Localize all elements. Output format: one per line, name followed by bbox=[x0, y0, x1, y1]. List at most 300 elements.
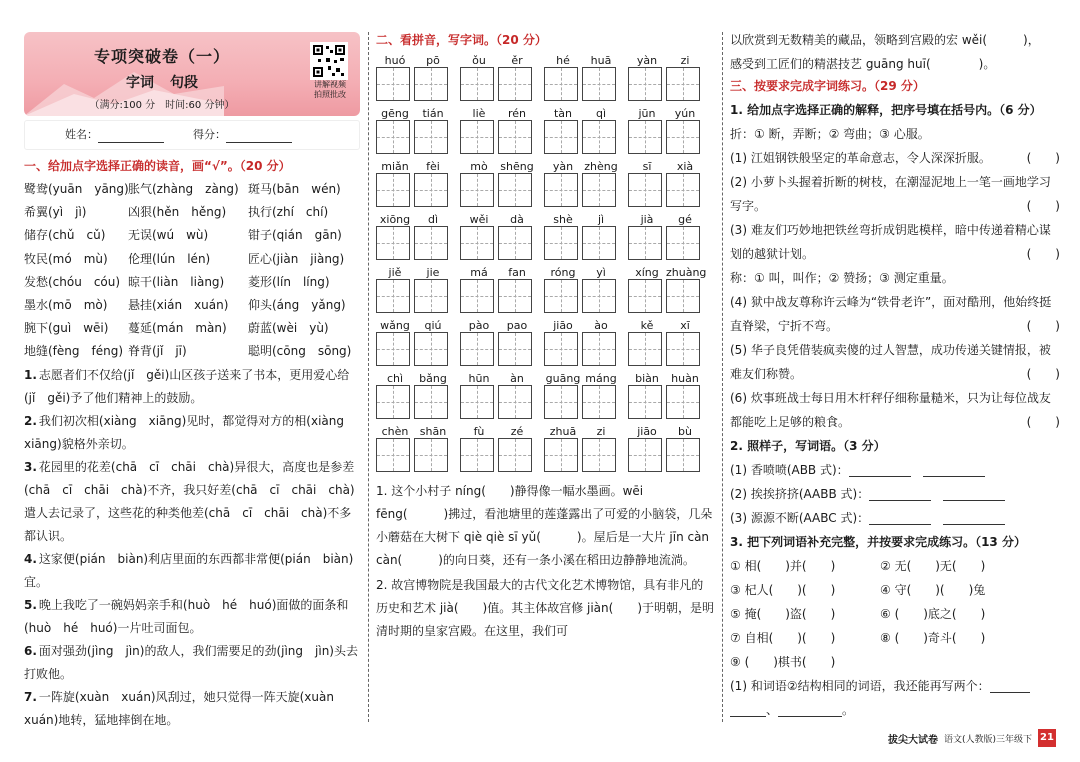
pinyin-label: jiě bbox=[388, 266, 402, 279]
writing-box[interactable] bbox=[628, 385, 662, 419]
pinyin-label: xià bbox=[676, 160, 694, 173]
name-label: 姓名： bbox=[65, 128, 98, 141]
middle-column bbox=[376, 0, 714, 740]
pronunciation-choice[interactable]: 希翼(yì jì) bbox=[24, 205, 87, 220]
pattern-label: (1) 香喷喷(ABB 式)： bbox=[730, 463, 849, 477]
idiom-item[interactable]: ⑨ ( )棋书( ) bbox=[730, 655, 836, 669]
pinyin-group bbox=[628, 107, 712, 154]
pinyin-label: hūn bbox=[468, 372, 490, 385]
pinyin-row bbox=[376, 266, 714, 313]
writing-boxes bbox=[460, 120, 544, 154]
writing-boxes bbox=[628, 173, 712, 207]
writing-box[interactable] bbox=[544, 226, 578, 260]
pinyin-label: jiāo bbox=[553, 319, 573, 332]
writing-boxes bbox=[628, 438, 712, 472]
pinyin-label: zhuàng bbox=[666, 266, 707, 279]
writing-box[interactable] bbox=[376, 332, 410, 366]
answer-blank[interactable] bbox=[869, 488, 931, 501]
answer-blank[interactable] bbox=[923, 464, 985, 477]
pronunciation-choice[interactable]: 凶狠(hěn hěng) bbox=[128, 205, 227, 220]
pinyin-label: jiāo bbox=[637, 425, 657, 438]
pinyin-label: miǎn bbox=[381, 160, 409, 173]
writing-box[interactable] bbox=[414, 438, 448, 472]
answer-paren[interactable]: ( ) bbox=[1026, 319, 1060, 333]
pinyin-group bbox=[544, 319, 628, 366]
writing-box[interactable] bbox=[666, 67, 700, 101]
sentence-item bbox=[24, 364, 360, 410]
pinyin-label: qiú bbox=[424, 319, 442, 332]
answer-paren[interactable]: ( ) bbox=[1026, 367, 1060, 381]
writing-box[interactable] bbox=[666, 173, 700, 207]
writing-box[interactable] bbox=[666, 279, 700, 313]
writing-boxes bbox=[460, 385, 544, 419]
idiom-item[interactable]: ② 无( )无( ) bbox=[880, 559, 986, 573]
pinyin-labels bbox=[376, 107, 460, 120]
pinyin-label: yún bbox=[674, 107, 696, 120]
section1-title: 一、给加点字选择正确的读音，画“√”。（20 分） bbox=[24, 159, 291, 173]
sentence-item bbox=[24, 456, 360, 548]
writing-box[interactable] bbox=[414, 279, 448, 313]
item-text[interactable]: 一阵旋(xuàn xuán)风刮过，她只觉得一阵天旋(xuàn xuán)地转，猛地摔倒在地。 bbox=[24, 689, 346, 727]
pinyin-labels bbox=[460, 54, 544, 67]
pinyin-label: máng bbox=[585, 372, 617, 385]
pinyin-group bbox=[628, 372, 712, 419]
pinyin-label: zi bbox=[680, 54, 690, 67]
writing-boxes bbox=[544, 279, 628, 313]
pronunciation-choice[interactable]: 牧民(mó mù) bbox=[24, 251, 108, 266]
idiom-item[interactable]: ⑧ ( )奇斗( ) bbox=[880, 631, 986, 645]
writing-box[interactable] bbox=[582, 173, 616, 207]
pinyin-label: jià bbox=[640, 213, 654, 226]
writing-box[interactable] bbox=[414, 332, 448, 366]
writing-boxes bbox=[544, 173, 628, 207]
writing-boxes bbox=[460, 332, 544, 366]
idiom-item[interactable]: ③ 杞人( )( ) bbox=[730, 583, 836, 597]
pinyin-group bbox=[376, 213, 460, 260]
pinyin-labels bbox=[544, 213, 628, 226]
answer-paren[interactable]: ( ) bbox=[1026, 151, 1060, 165]
pinyin-group bbox=[460, 319, 544, 366]
writing-box[interactable] bbox=[544, 173, 578, 207]
section2-cont1: 以欣赏到无数精美的藏品，领略到宫殿的宏 wěi( )， bbox=[730, 33, 1040, 47]
item-number: 1. bbox=[24, 367, 37, 382]
writing-boxes bbox=[376, 438, 460, 472]
writing-box[interactable] bbox=[498, 332, 532, 366]
choice-item bbox=[730, 290, 1060, 338]
writing-box[interactable] bbox=[666, 226, 700, 260]
pinyin-group bbox=[544, 213, 628, 260]
pronunciation-choice[interactable]: 储存(chǔ cǔ) bbox=[24, 228, 106, 243]
writing-box[interactable] bbox=[666, 120, 700, 154]
pinyin-label: zi bbox=[596, 425, 606, 438]
item-text[interactable]: 花园里的花差(chā cī chāi chà)异很大，高度也是参差(chā cī chāi chà)不齐，我只好差(chā cī chāi chà)遣人去记录了，这些花的种类他差(chā cī chāi chà)不多都认识。 bbox=[24, 459, 355, 543]
left-column bbox=[24, 0, 360, 740]
section2-para2: 2. 故宫博物院是我国最大的古代文化艺术博物馆，具有非凡的历史和艺术 jià( )值。其主体故宫修 jiàn( )于明朝，是明清时期的皇家宫殿。在这里，我们可 bbox=[376, 578, 714, 638]
pinyin-label: zhuā bbox=[549, 425, 577, 438]
writing-box[interactable] bbox=[460, 332, 494, 366]
writing-box[interactable] bbox=[460, 385, 494, 419]
writing-box[interactable] bbox=[628, 173, 662, 207]
choice-text: (4) 狱中战友尊称许云峰为“铁骨老许”，面对酷刑，他始终挺直脊梁，宁折不弯。 bbox=[730, 295, 1052, 333]
pinyin-group bbox=[376, 54, 460, 101]
pinyin-label: bù bbox=[678, 425, 692, 438]
exam-meta: （满分:100 分 时间:60 分钟） bbox=[89, 100, 235, 111]
pinyin-labels bbox=[376, 213, 460, 226]
word-pattern-item bbox=[730, 458, 1060, 482]
pronunciation-choice[interactable]: 晾干(liàn liàng) bbox=[128, 274, 225, 289]
choice-text: (6) 炊事班战士每日用木杆秤仔细称量糙米，只为让每位战友都能吃上足够的粮食。 bbox=[730, 391, 1051, 429]
writing-box[interactable] bbox=[582, 438, 616, 472]
writing-box[interactable] bbox=[460, 173, 494, 207]
pronunciation-choice[interactable]: 脊背(jǐ jī) bbox=[128, 344, 187, 359]
idiom-item[interactable]: ⑦ 自相( )( ) bbox=[730, 631, 836, 645]
pronunciation-choice[interactable]: 蔚蓝(wèi yù) bbox=[248, 321, 329, 336]
pinyin-label: pào bbox=[468, 319, 490, 332]
writing-box[interactable] bbox=[544, 67, 578, 101]
answer-blank[interactable] bbox=[869, 512, 931, 525]
pinyin-group bbox=[544, 160, 628, 207]
idiom-item[interactable]: ④ 守( )( )兔 bbox=[880, 583, 986, 597]
section2-para1: 1. 这个小村子 níng( )静得像一幅水墨画。wēi fēng( )拂过，看池塘里的莲蓬露出了可爱的小脑袋，几朵小蘑菇在大树下 qiè qiè sī yǔ( )。屋后是一大片 jīn càn càn( )的向日葵，还有一条小溪在稻田边静静地流淌。 bbox=[376, 484, 713, 567]
pronunciation-choice[interactable]: 墨水(mō mò) bbox=[24, 298, 108, 313]
pinyin-label: chì bbox=[386, 372, 404, 385]
q1-items-b bbox=[730, 290, 1060, 434]
writing-box[interactable] bbox=[498, 279, 532, 313]
q1-zhe-defs: 折：① 断，弄断；② 弯曲；③ 心服。 bbox=[730, 127, 930, 141]
choice-text: (1) 江姐钢铁般坚定的革命意志，令人深深折服。 bbox=[730, 151, 991, 165]
writing-boxes bbox=[544, 385, 628, 419]
pinyin-label: dà bbox=[510, 213, 524, 226]
q1-cheng-defs: 称：① 叫，叫作；② 赞扬；③ 测定重量。 bbox=[730, 271, 954, 285]
pinyin-label: jie bbox=[426, 266, 440, 279]
writing-boxes bbox=[544, 67, 628, 101]
pinyin-labels bbox=[376, 160, 460, 173]
sentence-item bbox=[24, 686, 360, 732]
pinyin-labels bbox=[376, 372, 460, 385]
choice-item bbox=[730, 338, 1060, 386]
pinyin-label: gé bbox=[678, 213, 692, 226]
writing-box[interactable] bbox=[498, 173, 532, 207]
writing-box[interactable] bbox=[376, 120, 410, 154]
pronunciation-choice[interactable]: 斑马(bān wén) bbox=[248, 182, 341, 196]
pronunciation-choice[interactable]: 匠心(jiàn jiàng) bbox=[248, 251, 345, 266]
pinyin-label: huā bbox=[590, 54, 612, 67]
pinyin-label: àn bbox=[510, 372, 524, 385]
item-text[interactable]: 我们初次相(xiàng xiāng)见时，都觉得对方的相(xiàng xiāng)貌格外亲切。 bbox=[24, 413, 357, 451]
q3-sub: (1) 和词语②结构相同的词语，我还能再写两个： bbox=[730, 674, 1060, 698]
idiom-row bbox=[730, 578, 1060, 602]
pinyin-group bbox=[460, 266, 544, 313]
pinyin-row bbox=[376, 425, 714, 472]
pinyin-group bbox=[544, 425, 628, 472]
pinyin-label: fù bbox=[473, 425, 485, 438]
writing-box[interactable] bbox=[582, 67, 616, 101]
answer-blank[interactable] bbox=[778, 704, 842, 717]
sentence-item bbox=[24, 594, 360, 640]
writing-box[interactable] bbox=[376, 173, 410, 207]
writing-box[interactable] bbox=[498, 120, 532, 154]
pronunciation-choice[interactable]: 地缝(fèng féng) bbox=[24, 344, 124, 359]
pinyin-group bbox=[628, 54, 712, 101]
pinyin-label: wǎng bbox=[380, 319, 410, 332]
q3-heading: 3. 把下列词语补充完整，并按要求完成练习。（13 分） bbox=[730, 535, 1026, 549]
pinyin-label: chèn bbox=[381, 425, 409, 438]
pinyin-group bbox=[628, 213, 712, 260]
pinyin-label: tàn bbox=[553, 107, 573, 120]
pinyin-labels bbox=[460, 213, 544, 226]
pinyin-group bbox=[376, 160, 460, 207]
pinyin-labels bbox=[460, 266, 544, 279]
writing-box[interactable] bbox=[582, 226, 616, 260]
writing-box[interactable] bbox=[498, 438, 532, 472]
word-pattern-item bbox=[730, 482, 1060, 506]
writing-box[interactable] bbox=[460, 120, 494, 154]
pronunciation-choice[interactable]: 鹭鸯(yuān yāng) bbox=[24, 182, 129, 196]
item-number: 7. bbox=[24, 689, 37, 704]
writing-box[interactable] bbox=[582, 279, 616, 313]
pinyin-label: xíng bbox=[635, 266, 659, 279]
pinyin-label: zé bbox=[510, 425, 524, 438]
writing-box[interactable] bbox=[498, 226, 532, 260]
page-number: 21 bbox=[1038, 729, 1056, 747]
writing-box[interactable] bbox=[376, 67, 410, 101]
pinyin-labels bbox=[460, 160, 544, 173]
idiom-row bbox=[730, 650, 1060, 674]
writing-box[interactable] bbox=[414, 226, 448, 260]
word-pattern-item bbox=[730, 506, 1060, 530]
section2-title: 二、看拼音，写字词。（20 分） bbox=[376, 33, 547, 47]
choice-text: (2) 小萝卜头握着折断的树枝，在潮湿泥地上一笔一画地学习写字。 bbox=[730, 175, 1051, 213]
idiom-item[interactable]: ⑤ 掩( )盗( ) bbox=[730, 607, 836, 621]
pinyin-labels bbox=[544, 319, 628, 332]
pinyin-row bbox=[376, 160, 714, 207]
sentence-item bbox=[24, 640, 360, 686]
pinyin-labels bbox=[544, 54, 628, 67]
pinyin-label: qì bbox=[595, 107, 607, 120]
pinyin-labels bbox=[376, 425, 460, 438]
writing-box[interactable] bbox=[628, 120, 662, 154]
pinyin-group bbox=[376, 425, 460, 472]
answer-paren[interactable]: ( ) bbox=[1026, 415, 1060, 429]
item-number: 3. bbox=[24, 459, 37, 474]
choice-item bbox=[730, 146, 1060, 170]
writing-box[interactable] bbox=[628, 67, 662, 101]
pronunciation-choice[interactable]: 悬挂(xián xuán) bbox=[128, 298, 229, 313]
footer-brand: 拔尖大试卷 bbox=[887, 734, 938, 746]
writing-boxes bbox=[628, 67, 712, 101]
writing-boxes bbox=[376, 279, 460, 313]
pronunciation-choice[interactable]: 仰头(áng yǎng) bbox=[248, 298, 346, 313]
answer-blank[interactable] bbox=[943, 488, 1005, 501]
pinyin-labels bbox=[628, 319, 712, 332]
item-text[interactable]: 这家便(pián biàn)利店里面的东西都非常便(pián biàn)宜。 bbox=[24, 551, 354, 589]
item-number: 4. bbox=[24, 551, 37, 566]
writing-boxes bbox=[460, 173, 544, 207]
pinyin-group bbox=[460, 54, 544, 101]
exam-title: 专项突破卷（一） bbox=[93, 47, 230, 66]
pronunciation-grid bbox=[24, 178, 360, 364]
pinyin-labels bbox=[628, 266, 712, 279]
pinyin-label: bǎng bbox=[419, 372, 447, 385]
answer-blank[interactable] bbox=[730, 704, 766, 717]
writing-box[interactable] bbox=[628, 332, 662, 366]
writing-box[interactable] bbox=[544, 279, 578, 313]
writing-box[interactable] bbox=[666, 438, 700, 472]
name-field[interactable] bbox=[98, 128, 164, 143]
pronunciation-choice[interactable]: 蔓延(mán màn) bbox=[128, 321, 227, 336]
pinyin-labels bbox=[544, 372, 628, 385]
pinyin-group bbox=[628, 160, 712, 207]
qr-code-icon[interactable] bbox=[310, 42, 348, 80]
pinyin-group bbox=[460, 372, 544, 419]
writing-box[interactable] bbox=[376, 385, 410, 419]
pronunciation-choice[interactable]: 伦理(lún lén) bbox=[128, 251, 211, 266]
idiom-row bbox=[730, 626, 1060, 650]
pinyin-label: ěr bbox=[511, 54, 523, 67]
writing-box[interactable] bbox=[544, 385, 578, 419]
pinyin-group bbox=[460, 160, 544, 207]
pinyin-labels bbox=[544, 160, 628, 173]
pinyin-labels bbox=[460, 372, 544, 385]
pinyin-group bbox=[460, 213, 544, 260]
item-text[interactable]: 面对强劲(jìng jìn)的敌人，我们需要足的劲(jìng jìn)头去打败他。 bbox=[24, 643, 358, 681]
score-label: 得分： bbox=[193, 128, 226, 141]
pinyin-label: róng bbox=[550, 266, 576, 279]
writing-box[interactable] bbox=[376, 438, 410, 472]
q1-items-a bbox=[730, 146, 1060, 266]
writing-box[interactable] bbox=[414, 120, 448, 154]
pronunciation-choice[interactable]: 无误(wú wù) bbox=[128, 228, 209, 243]
pronunciation-choice[interactable]: 发愁(chóu cóu) bbox=[24, 274, 121, 289]
writing-box[interactable] bbox=[460, 438, 494, 472]
q3-items bbox=[730, 554, 1060, 674]
pinyin-label: pō bbox=[426, 54, 440, 67]
title-banner bbox=[24, 32, 360, 116]
pinyin-label: ào bbox=[594, 319, 608, 332]
name-score-row bbox=[24, 120, 360, 150]
pinyin-label: pao bbox=[506, 319, 528, 332]
writing-boxes bbox=[544, 438, 628, 472]
writing-boxes bbox=[376, 67, 460, 101]
pinyin-label: shè bbox=[553, 213, 573, 226]
writing-box[interactable] bbox=[544, 332, 578, 366]
writing-box[interactable] bbox=[628, 226, 662, 260]
item-number: 2. bbox=[24, 413, 37, 428]
writing-boxes bbox=[376, 332, 460, 366]
writing-box[interactable] bbox=[544, 438, 578, 472]
writing-box[interactable] bbox=[460, 226, 494, 260]
pinyin-label: mò bbox=[470, 160, 488, 173]
pinyin-label: kě bbox=[640, 319, 654, 332]
pinyin-group bbox=[628, 319, 712, 366]
pinyin-label: hé bbox=[556, 54, 570, 67]
writing-boxes bbox=[544, 226, 628, 260]
writing-boxes bbox=[628, 120, 712, 154]
choice-text: (5) 华子良凭借装疯卖傻的过人智慧，成功传递关键情报，被难友们称赞。 bbox=[730, 343, 1051, 381]
writing-box[interactable] bbox=[460, 67, 494, 101]
writing-box[interactable] bbox=[582, 332, 616, 366]
writing-box[interactable] bbox=[414, 173, 448, 207]
pinyin-group bbox=[544, 266, 628, 313]
writing-box[interactable] bbox=[666, 332, 700, 366]
writing-box[interactable] bbox=[414, 67, 448, 101]
choice-text: (3) 难友们巧妙地把铁丝弯折成钥匙模样，暗中传递着精心谋划的越狱计划。 bbox=[730, 223, 1051, 261]
pronunciation-choice[interactable]: 执行(zhí chí) bbox=[248, 205, 329, 220]
writing-box[interactable] bbox=[582, 120, 616, 154]
pinyin-group bbox=[544, 107, 628, 154]
writing-boxes bbox=[376, 385, 460, 419]
answer-blank[interactable] bbox=[849, 464, 911, 477]
writing-boxes bbox=[628, 385, 712, 419]
idiom-item[interactable]: ⑥ ( )底之( ) bbox=[880, 607, 986, 621]
answer-blank[interactable] bbox=[943, 512, 1005, 525]
page-footer bbox=[888, 728, 1056, 748]
writing-box[interactable] bbox=[666, 385, 700, 419]
writing-box[interactable] bbox=[628, 438, 662, 472]
writing-box[interactable] bbox=[544, 120, 578, 154]
pinyin-labels bbox=[376, 54, 460, 67]
exam-subtitle: 字词 句段 bbox=[126, 75, 198, 91]
pattern-label: (3) 源源不断(AABC 式)： bbox=[730, 511, 870, 525]
writing-box[interactable] bbox=[460, 279, 494, 313]
section2-cont2: 感受到工匠们的精湛技艺 guāng huī( )。 bbox=[730, 57, 996, 71]
pinyin-group bbox=[376, 266, 460, 313]
pinyin-row bbox=[376, 213, 714, 260]
writing-boxes bbox=[460, 438, 544, 472]
writing-box[interactable] bbox=[498, 67, 532, 101]
pinyin-label: huó bbox=[384, 54, 406, 67]
answer-paren[interactable]: ( ) bbox=[1026, 199, 1060, 213]
writing-box[interactable] bbox=[376, 226, 410, 260]
pinyin-label: biàn bbox=[635, 372, 659, 385]
writing-box[interactable] bbox=[376, 279, 410, 313]
pronunciation-choice[interactable]: 钳子(qián gān) bbox=[248, 228, 342, 243]
pinyin-label: tián bbox=[422, 107, 444, 120]
item-text[interactable]: 志愿者们不仅给(jǐ gěi)山区孩子送来了书本，更用爱心给(jǐ gěi)予了他们精神上的鼓励。 bbox=[24, 367, 350, 405]
pinyin-labels bbox=[628, 372, 712, 385]
item-text[interactable]: 晚上我吃了一碗妈妈亲手和(huò hé huó)面做的面条和(huò hé huó)一片吐司面包。 bbox=[24, 597, 349, 635]
pronunciation-choice[interactable]: 腕下(guì wēi) bbox=[24, 321, 109, 336]
writing-boxes bbox=[628, 279, 712, 313]
idiom-item[interactable]: ① 相( )并( ) bbox=[730, 559, 836, 573]
writing-box[interactable] bbox=[628, 279, 662, 313]
idiom-row bbox=[730, 602, 1060, 626]
answer-blank[interactable] bbox=[990, 680, 1030, 693]
pinyin-group bbox=[460, 425, 544, 472]
pinyin-label: shēng bbox=[500, 160, 534, 173]
score-field[interactable] bbox=[226, 128, 292, 143]
pinyin-labels bbox=[628, 213, 712, 226]
pronunciation-choice[interactable]: 菱形(lín líng) bbox=[248, 274, 330, 289]
column-divider bbox=[368, 32, 369, 722]
answer-paren[interactable]: ( ) bbox=[1026, 247, 1060, 261]
pronunciation-choice[interactable]: 聪明(cōng sōng) bbox=[248, 344, 352, 359]
pronunciation-choice[interactable]: 胀气(zhàng zàng) bbox=[128, 182, 239, 196]
writing-boxes bbox=[376, 226, 460, 260]
footer-subject: 语文(人教版)三年级下 bbox=[943, 734, 1032, 745]
pinyin-labels bbox=[628, 160, 712, 173]
pinyin-label: jì bbox=[597, 213, 605, 226]
pattern-label: (2) 挨挨挤挤(AABB 式)： bbox=[730, 487, 870, 501]
pinyin-label: shān bbox=[419, 425, 447, 438]
pinyin-label: fèi bbox=[426, 160, 440, 173]
writing-box[interactable] bbox=[498, 385, 532, 419]
writing-box[interactable] bbox=[582, 385, 616, 419]
writing-box[interactable] bbox=[414, 385, 448, 419]
pinyin-row bbox=[376, 107, 714, 154]
pinyin-label: yàn bbox=[552, 160, 574, 173]
pinyin-row bbox=[376, 319, 714, 366]
